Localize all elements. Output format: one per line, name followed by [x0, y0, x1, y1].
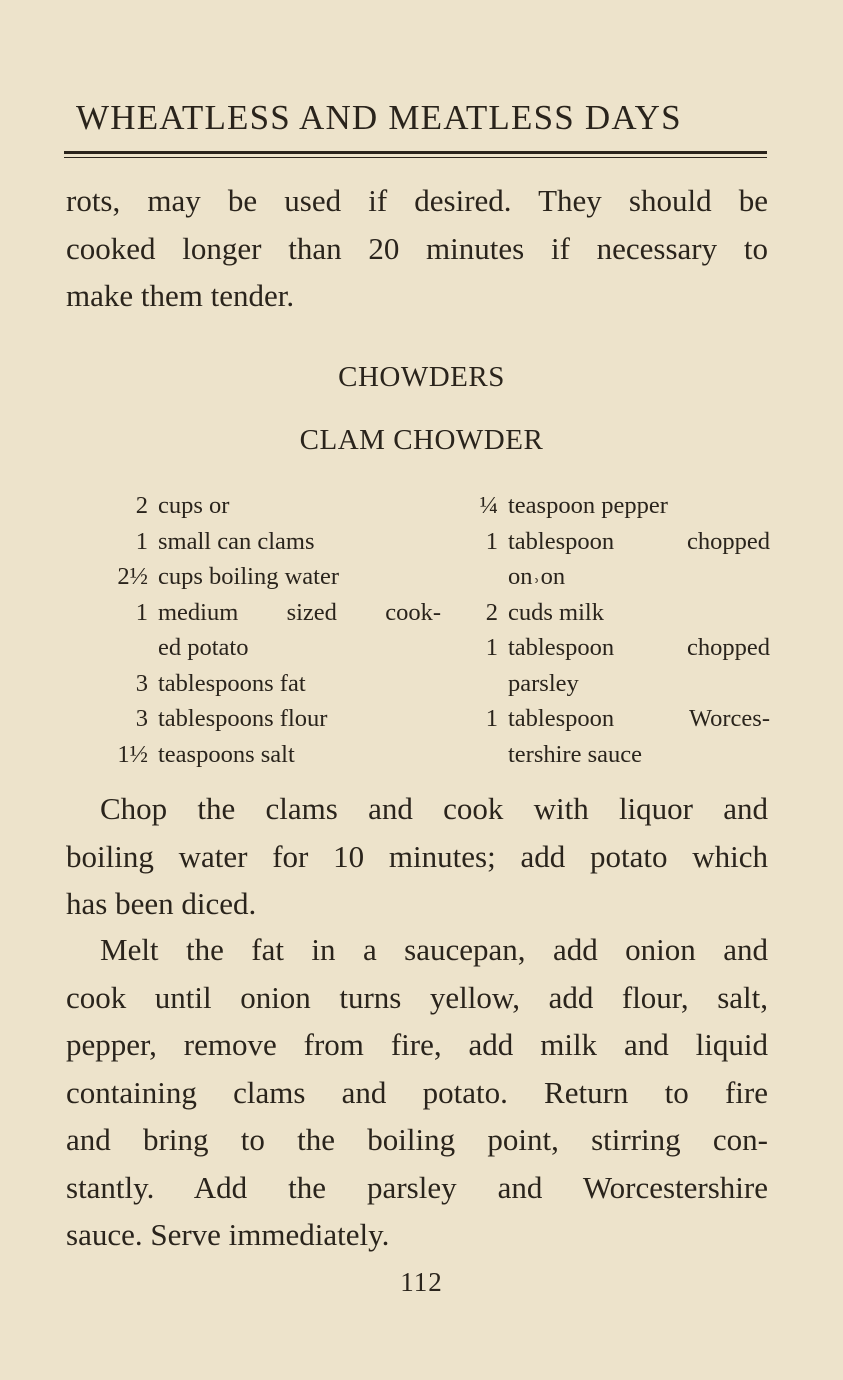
- header-rule-thick: [64, 151, 767, 154]
- text-line: cook until onion turns yellow, add flour, salt,: [66, 979, 768, 1015]
- ingredient-text: cups or: [158, 492, 230, 519]
- ingredient-text: small can clams: [158, 527, 315, 555]
- text-line: has been diced.: [66, 886, 257, 921]
- ingredient-text: on˒on: [508, 563, 566, 590]
- ingredient-text: cups boiling water: [158, 563, 339, 590]
- text-line: sauce. Serve immediately.: [66, 1217, 390, 1252]
- text-line: boiling water for 10 minutes; add potato which: [66, 838, 768, 874]
- ingredient-text: teaspoons salt: [158, 740, 295, 768]
- ingredient-item: [96, 559, 441, 595]
- ingredient-text: tablespoon chopped: [508, 527, 770, 555]
- ingredient-quantity: 1: [485, 705, 498, 732]
- ingredient-item: [450, 524, 770, 595]
- text-line: cooked longer than 20 minutes if necessary to: [66, 230, 768, 266]
- ingredient-item: [450, 630, 770, 701]
- ingredient-quantity: 2½: [117, 563, 148, 590]
- ingredient-item: [450, 488, 770, 524]
- ingredient-item: [96, 524, 441, 560]
- ingredient-quantity: 1½: [117, 740, 148, 768]
- ingredient-quantity: 1: [485, 634, 498, 661]
- ingredient-quantity: 3: [135, 669, 148, 697]
- ingredient-text: teaspoon pepper: [508, 492, 668, 519]
- section-heading: CHOWDERS: [338, 361, 505, 393]
- ingredient-text: ed potato: [158, 634, 249, 661]
- ingredient-item: [96, 701, 441, 737]
- ingredient-text: tablespoon chopped: [508, 634, 770, 661]
- ingredient-item: [96, 595, 441, 666]
- ingredient-text: tablespoons flour: [158, 705, 328, 732]
- ingredient-quantity: ¼: [479, 492, 498, 519]
- text-line: and bring to the boiling point, stirring con-: [66, 1122, 768, 1157]
- header-rule-thin: [64, 157, 767, 158]
- ingredient-text: medium sized cook-: [158, 598, 441, 626]
- ingredient-text: tablespoons fat: [158, 669, 306, 697]
- text-line: Chop the clams and cook with liquor and: [100, 791, 768, 826]
- ingredient-text: tablespoon Worces-: [508, 705, 770, 732]
- ingredient-item: [96, 737, 441, 773]
- ingredients-left-column: [96, 488, 441, 772]
- ingredient-text: parsley: [508, 669, 579, 697]
- method-paragraph-2: [66, 926, 768, 1259]
- ingredient-quantity: 1: [485, 527, 498, 555]
- ingredient-item: [96, 488, 441, 524]
- ingredients-right-column: [450, 488, 770, 772]
- ingredient-quantity: 2: [135, 492, 148, 519]
- ingredient-quantity: 1: [135, 527, 148, 555]
- ingredient-text: cuds milk: [508, 598, 604, 626]
- text-line: pepper, remove from fire, add milk and liquid: [66, 1027, 768, 1062]
- recipe-title: CLAM CHOWDER: [299, 424, 544, 456]
- text-line: rots, may be used if desired. They should be: [66, 183, 768, 218]
- ingredient-quantity: 1: [135, 598, 148, 626]
- ingredient-item: [96, 666, 441, 702]
- ingredient-text: tershire sauce: [508, 740, 642, 768]
- ingredient-item: [450, 701, 770, 772]
- method-paragraph-1: [66, 785, 768, 928]
- text-line: stantly. Add the parsley and Worcestershire: [66, 1169, 768, 1205]
- text-line: make them tender.: [66, 278, 295, 313]
- page-number: 112: [400, 1267, 443, 1297]
- running-head: WHEATLESS AND MEATLESS DAYS: [76, 98, 682, 137]
- ingredient-quantity: 2: [485, 598, 498, 626]
- intro-paragraph: [66, 177, 768, 320]
- ingredient-quantity: 3: [135, 705, 148, 732]
- text-line: containing clams and potato. Return to fire: [66, 1074, 768, 1110]
- ingredient-item: [450, 595, 770, 631]
- text-line: Melt the fat in a saucepan, add onion and: [100, 932, 768, 967]
